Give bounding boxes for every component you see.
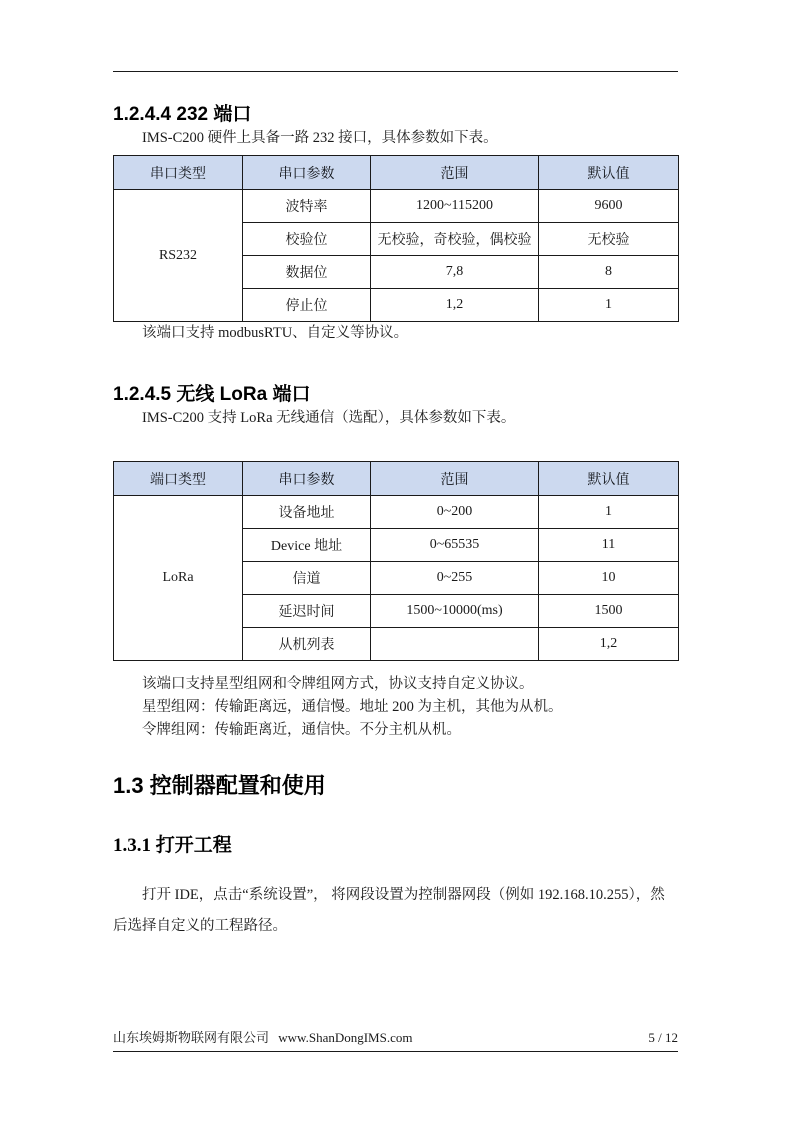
cell-default: 1 [539, 289, 679, 322]
heading-open-project-title: 打开工程 [155, 835, 232, 856]
config-paragraph-line: 后选择自定义的工程路径。 [113, 918, 287, 934]
cell-default: 10 [539, 562, 679, 595]
table-header-row [114, 462, 679, 496]
lora-param-table [113, 461, 679, 661]
cell-range [371, 628, 539, 661]
cell-range: 1500~10000(ms) [371, 595, 539, 628]
lora-note-line: 星型组网：传输距离远，通信慢。地址 200 为主机，其他为从机。 [142, 699, 563, 715]
cell-default: 1,2 [539, 628, 679, 661]
footer-page-number: 5 / 12 [648, 1030, 678, 1045]
cell-param: 延迟时间 [243, 595, 371, 628]
footer-website: www.ShanDongIMS.com [278, 1030, 413, 1045]
cell-range: 无校验，奇校验，偶校验 [371, 223, 539, 256]
col-header-default: 默认值 [539, 462, 679, 496]
col-header-param: 串口参数 [243, 462, 371, 496]
cell-param: 信道 [243, 562, 371, 595]
col-header-range: 范围 [371, 462, 539, 496]
row-group-cell-lora: LoRa [114, 496, 243, 661]
cell-default: 11 [539, 529, 679, 562]
intro-232: IMS-C200 硬件上具备一路 232 接口，具体参数如下表。 [142, 130, 498, 146]
cell-param: 波特率 [243, 190, 371, 223]
heading-open-project [113, 833, 678, 858]
heading-lora-port: 1.2.4.5 无线 LoRa 端口 [113, 384, 311, 405]
cell-default: 无校验 [539, 223, 679, 256]
col-header-port-type: 端口类型 [114, 462, 243, 496]
table-row [114, 496, 679, 529]
col-header-port-type: 串口类型 [114, 156, 243, 190]
table-row [114, 190, 679, 223]
heading-controller-config: 1.3 控制器配置和使用 [113, 773, 326, 798]
cell-param: 停止位 [243, 289, 371, 322]
footer-company-name: 山东埃姆斯物联网有限公司 [113, 1030, 270, 1045]
col-header-range: 范围 [371, 156, 539, 190]
heading-open-project-number: 1.3.1 [113, 835, 151, 856]
lora-note-line: 令牌组网：传输距离近，通信快。不分主机从机。 [142, 722, 461, 738]
heading-232-port: 1.2.4.4 232 端口 [113, 104, 252, 125]
cell-default: 1 [539, 496, 679, 529]
cell-default: 1500 [539, 595, 679, 628]
note-232: 该端口支持 modbusRTU、自定义等协议。 [142, 325, 409, 341]
cell-param: 数据位 [243, 256, 371, 289]
cell-param: Device 地址 [243, 529, 371, 562]
cell-range: 1,2 [371, 289, 539, 322]
cell-range: 1200~115200 [371, 190, 539, 223]
config-paragraph-line: 打开 IDE，点击“系统设置”， 将网段设置为控制器网段（例如 192.168.10.255），然 [142, 887, 665, 903]
row-group-cell-rs232: RS232 [114, 190, 243, 322]
lora-notes [113, 673, 678, 742]
cell-param: 校验位 [243, 223, 371, 256]
page-content [113, 0, 678, 942]
config-paragraph [113, 880, 678, 942]
cell-param: 设备地址 [243, 496, 371, 529]
lora-note-line: 该端口支持星型组网和令牌组网方式，协议支持自定义协议。 [142, 676, 534, 692]
cell-range: 0~200 [371, 496, 539, 529]
cell-param: 从机列表 [243, 628, 371, 661]
cell-range: 0~255 [371, 562, 539, 595]
footer-company-block [113, 1030, 412, 1046]
rs232-param-table [113, 155, 679, 322]
intro-lora: IMS-C200 支持 LoRa 无线通信（选配），具体参数如下表。 [142, 410, 516, 426]
table-header-row [114, 156, 679, 190]
col-header-default: 默认值 [539, 156, 679, 190]
cell-range: 0~65535 [371, 529, 539, 562]
cell-range: 7,8 [371, 256, 539, 289]
page-footer [113, 1030, 678, 1052]
cell-default: 9600 [539, 190, 679, 223]
header-rule [113, 71, 678, 72]
cell-default: 8 [539, 256, 679, 289]
col-header-param: 串口参数 [243, 156, 371, 190]
